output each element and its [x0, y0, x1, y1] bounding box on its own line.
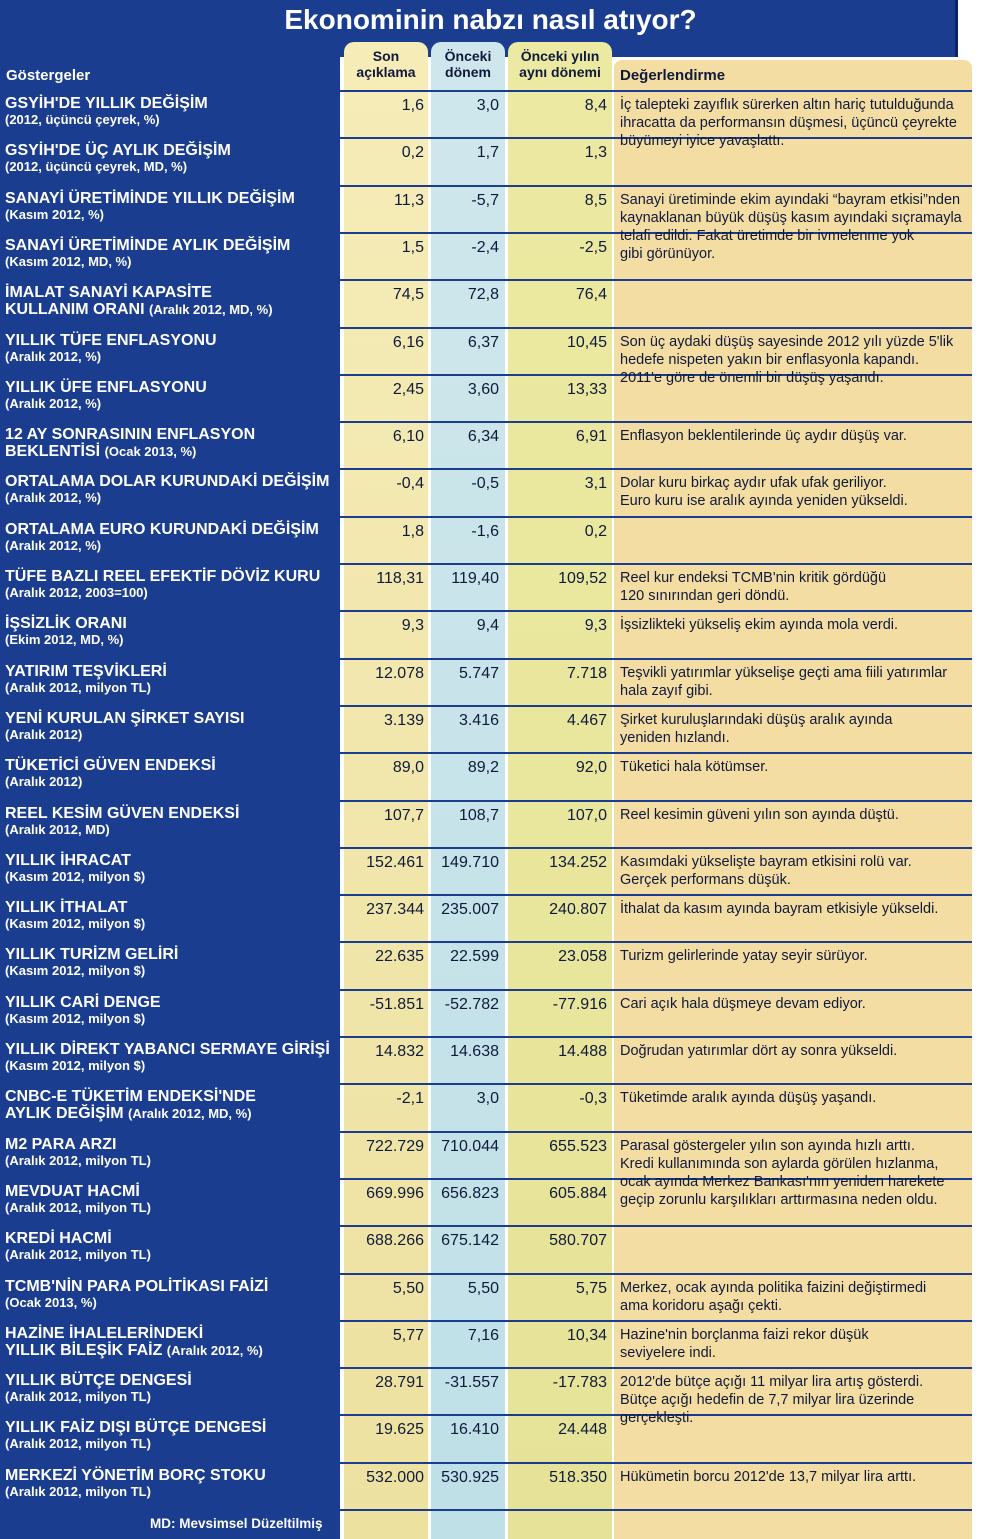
comment-text [620, 1279, 980, 1315]
last-year-value: 240.807 [549, 901, 607, 919]
comment-line: Reel kesimin güveni yılın son ayında düştü. [620, 806, 899, 823]
previous-value: 7,16 [467, 1326, 499, 1344]
indicator-period: (Ocak 2013, %) [104, 444, 197, 460]
indicator-name: YILLIK İTHALAT [5, 899, 128, 917]
last-year-value: 8,4 [584, 97, 607, 114]
previous-value: -1,6 [471, 522, 499, 540]
indicator-period: (Aralık 2012) [5, 726, 83, 742]
last-year-value: 10,34 [566, 1326, 607, 1344]
previous-value: 3,60 [467, 380, 499, 398]
latest-value: 5,77 [392, 1326, 424, 1344]
indicator-label [5, 521, 340, 554]
last-year-value: 134.252 [549, 853, 607, 871]
comment-line: ama koridoru aşağı çekti. [620, 1297, 782, 1314]
latest-value: 1,6 [401, 97, 424, 114]
row-divider [0, 185, 972, 187]
row-divider [0, 1036, 972, 1038]
indicator-period: (Aralık 2012, MD, %) [127, 1106, 252, 1122]
previous-value: 16.410 [450, 1421, 499, 1439]
previous-value: 119,40 [451, 570, 499, 587]
row-divider [0, 941, 972, 943]
last-year-value: -77.916 [552, 995, 607, 1013]
indicator-period: (Kasım 2012, milyon $) [5, 868, 146, 884]
comment-text [620, 1089, 980, 1107]
indicator-label [5, 805, 340, 838]
indicator-name: TCMB'NİN PARA POLİTİKASI FAİZİ [5, 1277, 269, 1295]
indicator-name: 12 AY SONRASININ ENFLASYON [5, 426, 256, 444]
indicator-name-line2: YILLIK BİLEŞİK FAİZ (Aralık 2012, %) [5, 1341, 263, 1359]
indicator-name: GSYİH'DE YILLIK DEĞİŞİM [5, 95, 208, 112]
indicator-period: (Aralık 2012, milyon TL) [5, 1247, 151, 1263]
latest-value: 74,5 [392, 286, 424, 304]
previous-value: 656.823 [441, 1184, 499, 1202]
row-divider [0, 989, 972, 991]
last-year-value: 4.467 [566, 711, 607, 729]
indicator-label [5, 757, 340, 790]
indicator-period: (Aralık 2012, milyon TL) [5, 1483, 151, 1499]
row-divider [0, 752, 972, 754]
indicator-label [5, 852, 340, 885]
previous-value: 108,7 [458, 806, 499, 824]
indicator-name: İŞSİZLİK ORANI [5, 615, 127, 633]
indicator-name: SANAYİ ÜRETİMİNDE YILLIK DEĞİŞİM [5, 189, 295, 207]
last-year-value: 8,5 [584, 191, 607, 209]
comment-line: Hükümetin borcu 2012'de 13,7 milyar lira arttı. [620, 1468, 917, 1485]
row-divider [0, 610, 972, 612]
latest-value: 6,16 [392, 333, 424, 351]
indicator-label [5, 1325, 340, 1359]
comment-line: Teşvikli yatırımlar yükselişe geçti ama fiili yatırımlar [620, 664, 948, 681]
last-year-value: 24.448 [558, 1421, 607, 1439]
last-year-value: -0,3 [579, 1090, 607, 1108]
comment-line: hedefe nispeten yakın bir enflasyonla kapandı. [620, 351, 920, 368]
last-year-value: 9,3 [584, 617, 607, 635]
row-divider [0, 1083, 972, 1085]
previous-value: 675.142 [441, 1232, 499, 1250]
indicator-period: (Aralık 2012, MD, %) [148, 302, 273, 318]
last-year-value: -17.783 [552, 1374, 607, 1392]
indicator-period: (Aralık 2012, milyon TL) [5, 1199, 151, 1215]
indicator-label [5, 95, 340, 128]
indicator-name: YENİ KURULAN ŞİRKET SAYISI [5, 709, 245, 727]
row-divider [0, 847, 972, 849]
previous-value: 6,34 [467, 428, 499, 446]
last-year-value: 107,0 [566, 806, 607, 824]
indicator-name-line2: KULLANIM ORANI (Aralık 2012, MD, %) [5, 301, 273, 319]
last-year-value: 6,91 [575, 428, 607, 446]
indicator-period: (Aralık 2012, milyon TL) [5, 1436, 151, 1452]
comment-line: Turizm gelirlerinde yatay seyir sürüyor. [620, 948, 868, 965]
previous-value: -2,4 [471, 238, 499, 256]
comment-line: yeniden hızlandı. [620, 729, 730, 746]
indicator-period: (2012, üçüncü çeyrek, %) [5, 112, 160, 127]
last-year-value: 92,0 [575, 759, 607, 777]
row-divider [0, 705, 972, 707]
row-divider [0, 421, 972, 423]
comment-line: Euro kuru ise aralık ayında yeniden yükseldi. [620, 493, 908, 510]
last-year-value: 109,52 [558, 570, 607, 587]
latest-value: 2,45 [392, 380, 424, 398]
indicator-period: (Kasım 2012, milyon $) [5, 1010, 146, 1026]
latest-value: 1,8 [401, 522, 424, 540]
previous-value: 5,50 [467, 1279, 499, 1297]
indicator-name: YILLIK FAİZ DIŞI BÜTÇE DENGESİ [5, 1419, 267, 1437]
indicator-name: SANAYİ ÜRETİMİNDE AYLIK DEĞİŞİM [5, 236, 291, 254]
indicator-label [5, 332, 340, 365]
latest-value: 19.625 [375, 1421, 424, 1439]
row-divider [0, 658, 972, 660]
comment-text [620, 947, 980, 965]
last-year-value: 1,3 [584, 144, 607, 162]
indicator-period: (Aralık 2012, %) [5, 395, 102, 411]
previous-value: 6,37 [467, 333, 499, 351]
indicator-label [5, 237, 340, 270]
last-year-value: 655.523 [549, 1137, 607, 1155]
comment-text [620, 900, 980, 918]
indicator-period: (Aralık 2012, milyon TL) [5, 1152, 151, 1168]
indicator-label [5, 568, 340, 601]
comment-text [620, 1042, 980, 1060]
comment-line: Gerçek performans düşük. [620, 871, 791, 888]
last-year-value: 580.707 [549, 1232, 607, 1250]
indicator-period: (Kasım 2012, MD, %) [5, 253, 132, 269]
indicator-label [5, 615, 340, 648]
indicator-label [5, 1230, 340, 1263]
comment-line: Enflasyon beklentilerinde üç aydır düşüş var. [620, 428, 907, 445]
last-year-value: 23.058 [558, 948, 607, 966]
indicator-name: TÜFE BAZLI REEL EFEKTİF DÖVİZ KURU [5, 568, 321, 585]
row-divider [0, 327, 972, 329]
comment-text [620, 664, 980, 700]
indicator-period: (Aralık 2012, 2003=100) [5, 585, 148, 600]
previous-value: -52.782 [444, 995, 499, 1013]
row-divider [0, 279, 972, 281]
latest-value: 89,0 [392, 759, 424, 777]
comment-text [620, 569, 980, 605]
comment-text [620, 191, 980, 263]
comment-text [620, 616, 980, 634]
comment-text [620, 1326, 980, 1362]
indicator-period: (Kasım 2012, milyon $) [5, 1058, 146, 1073]
previous-value: 3,0 [476, 97, 499, 114]
page-title: Ekonominin nabzı nasıl atıyor? [284, 4, 697, 35]
latest-value: 669.996 [366, 1184, 424, 1202]
indicator-name: İMALAT SANAYİ KAPASİTE [5, 284, 212, 302]
previous-value: -5,7 [471, 191, 499, 209]
comment-line: Hazine'nin borçlanma faizi rekor düşük [620, 1326, 869, 1343]
previous-value: 3,0 [476, 1090, 499, 1108]
latest-value: 28.791 [375, 1374, 424, 1392]
row-divider [0, 1367, 972, 1369]
row-divider [0, 1320, 972, 1322]
header-last-year: Önceki yılın aynı dönemi [519, 48, 601, 80]
indicator-name: KREDİ HACMİ [5, 1230, 112, 1248]
indicator-name: M2 PARA ARZI [5, 1135, 117, 1153]
indicator-label [5, 899, 340, 932]
comment-line: Parasal göstergeler yılın son ayında hızlı arttı. [620, 1137, 915, 1154]
comment-line: Tüketici hala kötümser. [620, 759, 769, 776]
row-divider [0, 516, 972, 518]
comment-text [620, 758, 980, 776]
latest-value: 12.078 [375, 664, 424, 682]
indicator-label [5, 994, 340, 1027]
indicator-name: ORTALAMA DOLAR KURUNDAKİ DEĞİŞİM [5, 473, 330, 491]
last-year-value: 14.488 [558, 1043, 607, 1060]
row-divider [0, 1225, 972, 1227]
indicator-name: REEL KESİM GÜVEN ENDEKSİ [5, 804, 240, 822]
comment-text [620, 333, 980, 387]
latest-value: 14.832 [375, 1043, 424, 1060]
indicator-label [5, 946, 340, 979]
indicator-label [5, 1136, 340, 1169]
comment-line: İşsizlikteki yükseliş ekim ayında mola verdi. [620, 617, 899, 634]
indicator-name: YILLIK ÜFE ENFLASYONU [5, 378, 207, 396]
comment-line: Bütçe açığı hedefin de 7,7 milyar lira üzerinde [620, 1392, 915, 1409]
last-year-value: -2,5 [579, 238, 607, 256]
indicator-name: HAZİNE İHALELERİNDEKİ [5, 1324, 204, 1342]
previous-value: 5.747 [458, 664, 499, 682]
latest-value: 688.266 [366, 1232, 424, 1250]
latest-value: 1,5 [401, 238, 424, 256]
row-divider [0, 1462, 972, 1464]
latest-value: 22.635 [375, 948, 424, 966]
previous-value: 72,8 [467, 286, 499, 304]
last-year-value: 7.718 [566, 664, 607, 682]
indicator-period: (Aralık 2012, %) [5, 348, 102, 364]
indicator-name: YILLIK TÜFE ENFLASYONU [5, 331, 217, 349]
latest-value: -51.851 [369, 995, 424, 1013]
comment-line: 2011'e göre de önemli bir düşüş yaşandı. [620, 369, 884, 386]
row-divider [0, 468, 972, 470]
indicator-label [5, 426, 340, 460]
comment-line: ocak ayında Merkez Bankası'nın yeniden harekete [620, 1173, 945, 1190]
row-divider [0, 1131, 972, 1133]
comment-line: hala zayıf gibi. [620, 682, 713, 699]
indicator-name: YILLIK BÜTÇE DENGESİ [5, 1372, 192, 1390]
indicator-period: (Kasım 2012, %) [5, 206, 104, 222]
indicator-name: YATIRIM TEŞVİKLERİ [5, 662, 167, 680]
latest-value: 11,3 [394, 191, 424, 209]
latest-value: 107,7 [383, 806, 424, 824]
indicator-label [5, 710, 340, 743]
indicator-name: TÜKETİCİ GÜVEN ENDEKSİ [5, 757, 216, 775]
previous-value: 9,4 [476, 617, 499, 635]
indicator-label [5, 1041, 340, 1074]
latest-value: 6,10 [392, 428, 424, 446]
header-latest: Son açıklama [356, 48, 416, 80]
previous-value: -0,5 [471, 475, 499, 493]
indicator-name: CNBC-E TÜKETİM ENDEKSİ'NDE [5, 1088, 256, 1106]
last-year-value: 10,45 [566, 333, 607, 351]
indicator-name: MEVDUAT HACMİ [5, 1182, 140, 1200]
previous-value: 530.925 [441, 1468, 499, 1486]
previous-value: 3.416 [458, 711, 499, 729]
header-comment: Değerlendirme [620, 67, 726, 84]
indicator-label [5, 473, 340, 506]
comment-text [620, 995, 980, 1013]
comment-line: Kasımdaki yükselişte bayram etkisini rolü var. [620, 853, 912, 870]
latest-value: 118,31 [376, 570, 424, 587]
previous-column-background [431, 42, 505, 1539]
indicator-period: (Aralık 2012, %) [166, 1342, 263, 1358]
indicator-name: MERKEZİ YÖNETİM BORÇ STOKU [5, 1466, 266, 1484]
row-divider [0, 563, 972, 565]
header-previous: Önceki dönem [444, 48, 492, 80]
indicator-label [5, 1088, 340, 1122]
indicator-label [5, 1278, 340, 1311]
footnote: MD: Mevsimsel Düzeltilmiş [150, 1516, 323, 1531]
latest-value: 722.729 [366, 1137, 424, 1155]
indicator-period: (Kasım 2012, milyon $) [5, 916, 146, 932]
comment-text [620, 806, 980, 824]
indicator-period: (Aralık 2012) [5, 774, 83, 790]
indicator-label [5, 284, 340, 318]
last-year-value: 605.884 [549, 1184, 607, 1202]
previous-value: 235.007 [441, 901, 499, 919]
previous-value: 149.710 [441, 853, 499, 871]
indicator-period: (Aralık 2012, MD) [5, 821, 110, 837]
comment-text [620, 474, 980, 510]
row-divider [0, 800, 972, 802]
comment-text [620, 853, 980, 889]
last-year-value: 3,1 [584, 475, 607, 493]
comment-text [620, 1468, 980, 1486]
comment-line: İç talepteki zayıflık sürerken altın hariç tutulduğunda [620, 97, 954, 113]
indicator-name: GSYİH'DE ÜÇ AYLIK DEĞİŞİM [5, 142, 231, 160]
comment-line: İthalat da kasım ayında bayram etkisiyle yükseldi. [620, 901, 939, 918]
indicator-name-line2: BEKLENTİSİ (Ocak 2013, %) [5, 443, 197, 461]
indicator-name: YILLIK CARİ DENGE [5, 993, 161, 1011]
comment-line: gerçekleşti. [620, 1410, 694, 1427]
comment-line: Sanayi üretiminde ekim ayındaki “bayram etkisi”nden [620, 191, 961, 208]
comment-text [620, 96, 980, 150]
row-divider [0, 894, 972, 896]
latest-value: 5,50 [392, 1279, 424, 1297]
comment-line: Cari açık hala düşmeye devam ediyor. [620, 995, 866, 1012]
latest-value: 532.000 [366, 1468, 424, 1486]
latest-value: 9,3 [401, 617, 424, 635]
last-year-value: 0,2 [584, 522, 607, 540]
last-year-value: 13,33 [566, 380, 607, 398]
row-divider [0, 1509, 972, 1511]
comment-line: 120 sınırından geri döndü. [620, 588, 790, 604]
indicator-period: (Ocak 2013, %) [5, 1294, 97, 1310]
indicator-period: (Ekim 2012, MD, %) [5, 632, 124, 648]
comment-line: Dolar kuru birkaç aydır ufak ufak geriliyor. [620, 475, 887, 492]
last-year-column-background [508, 42, 612, 1539]
comment-line: telafi edildi. Fakat üretimde bir ivmelenme yok [620, 227, 915, 244]
comment-line: büyümeyi iyice yavaşlattı. [620, 133, 785, 149]
indicator-period: (Aralık 2012, %) [5, 537, 102, 553]
indicator-period: (Aralık 2012, %) [5, 490, 102, 506]
comment-line: 2012'de bütçe açığı 11 milyar lira artış gösterdi. [620, 1374, 924, 1391]
comment-text [620, 427, 980, 445]
previous-value: 14.638 [450, 1043, 499, 1060]
comment-line: geçip zorunlu karşılıkları arttırmasına neden oldu. [620, 1191, 938, 1208]
last-year-value: 518.350 [549, 1468, 607, 1486]
latest-value: 152.461 [366, 853, 424, 871]
previous-value: 89,2 [467, 759, 499, 777]
previous-value: 710.044 [441, 1137, 499, 1155]
comment-line: Merkez, ocak ayında politika faizini değiştirmedi [620, 1279, 927, 1296]
comment-line: Son üç aydaki düşüş sayesinde 2012 yılı yüzde 5'lik [620, 333, 954, 350]
indicator-label [5, 663, 340, 696]
previous-value: 1,7 [476, 144, 499, 162]
previous-value: 22.599 [450, 948, 499, 966]
indicator-label [5, 142, 340, 175]
comment-line: seviyelere indi. [620, 1344, 716, 1361]
row-divider [0, 1273, 972, 1275]
comment-line: ihracatta da performansın düşmesi, üçüncü çeyrekte [620, 115, 957, 131]
last-year-value: 5,75 [575, 1279, 607, 1297]
indicator-name: YILLIK İHRACAT [5, 851, 131, 869]
latest-value: -0,4 [396, 475, 424, 493]
comment-text [620, 1137, 980, 1209]
indicator-name-line2: AYLIK DEĞİŞİM (Aralık 2012, MD, %) [5, 1105, 252, 1123]
row-divider [0, 90, 972, 92]
indicator-period: (Kasım 2012, milyon $) [5, 963, 146, 979]
indicator-label [5, 379, 340, 412]
previous-value: -31.557 [444, 1374, 499, 1392]
latest-column-background [344, 42, 428, 1539]
comment-text [620, 711, 980, 747]
indicator-label [5, 190, 340, 223]
comment-line: Tüketimde aralık ayında düşüş yaşandı. [620, 1090, 877, 1107]
latest-value: -2,1 [396, 1090, 424, 1108]
latest-value: 3.139 [383, 711, 424, 729]
indicator-period: (2012, üçüncü çeyrek, MD, %) [5, 159, 188, 175]
latest-value: 0,2 [401, 144, 424, 162]
indicator-label [5, 1372, 340, 1405]
indicator-label [5, 1419, 340, 1452]
last-year-value: 76,4 [575, 286, 607, 304]
indicator-label [5, 1183, 340, 1216]
comment-text [620, 1373, 980, 1427]
indicator-label [5, 1467, 340, 1500]
latest-value: 237.344 [366, 901, 424, 919]
indicator-name: YILLIK DİREKT YABANCI SERMAYE GİRİŞİ [5, 1041, 330, 1058]
comment-line: kaynaklanan büyük düşüş kasım ayındaki sıçramayla [620, 209, 962, 226]
comment-line: Doğrudan yatırımlar dört ay sonra yükseldi. [620, 1043, 898, 1059]
indicator-period: (Aralık 2012, milyon TL) [5, 679, 151, 695]
comment-line: gibi görünüyor. [620, 245, 716, 262]
header-indicators: Göstergeler [6, 67, 91, 84]
comment-line: Kredi kullanımında son aylarda görülen hızlanma, [620, 1155, 939, 1172]
comment-line: Şirket kuruluşlarındaki düşüş aralık ayında [620, 711, 893, 728]
indicator-name: YILLIK TURİZM GELİRİ [5, 946, 179, 964]
indicator-period: (Aralık 2012, milyon TL) [5, 1389, 151, 1405]
indicator-name: ORTALAMA EURO KURUNDAKİ DEĞİŞİM [5, 520, 319, 538]
comment-line: Reel kur endeksi TCMB'nin kritik gördüğü [620, 570, 887, 586]
